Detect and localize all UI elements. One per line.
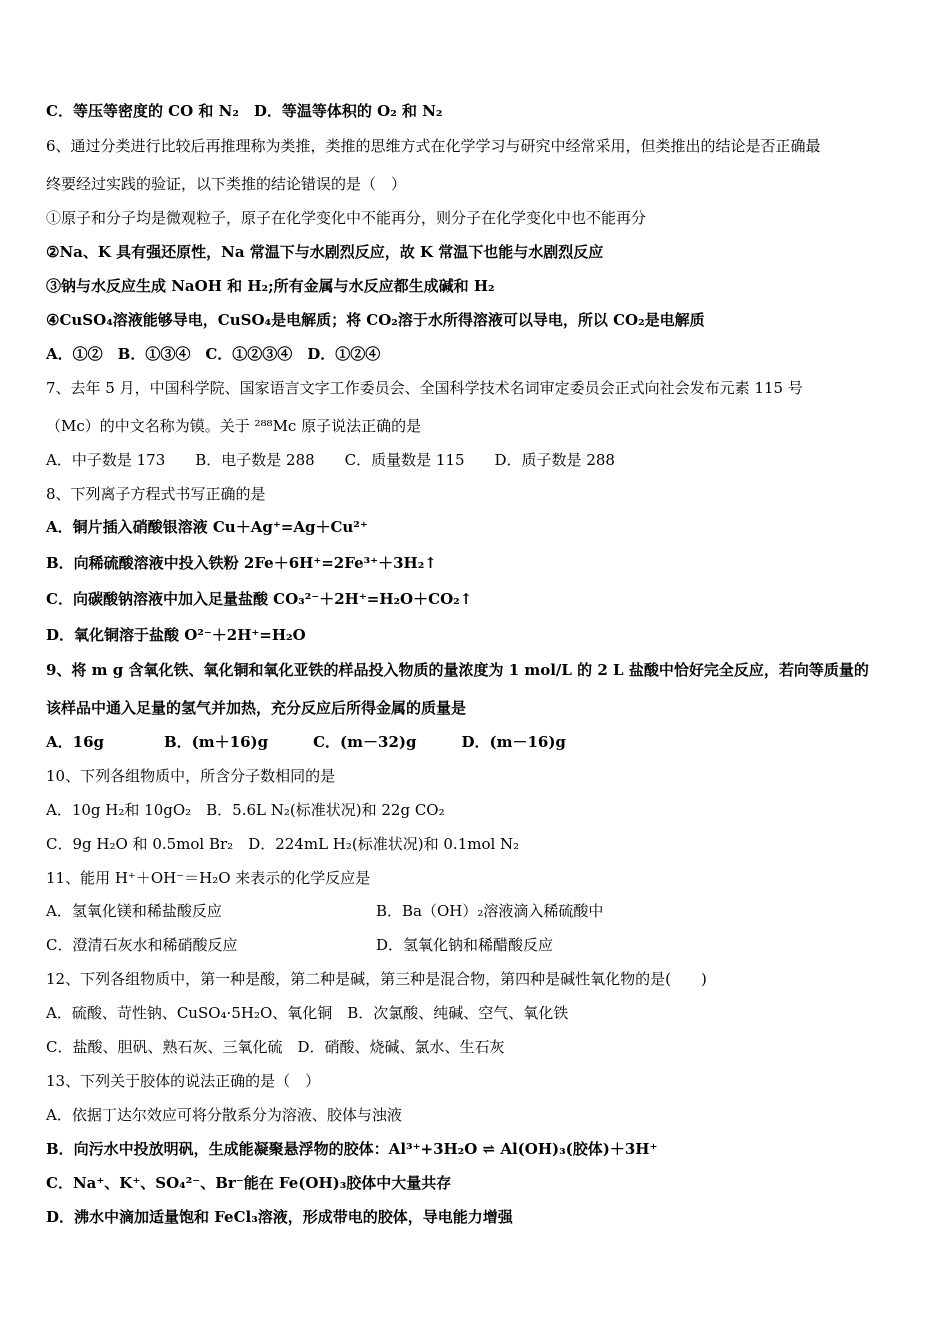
q11-option-a: A．氢氧化镁和稀盐酸反应 bbox=[46, 902, 222, 920]
q12-stem: 12、下列各组物质中，第一种是酸，第二种是碱，第三种是混合物，第四种是碱性氧化物的是( ) bbox=[46, 970, 707, 988]
q11-row1 bbox=[46, 901, 916, 921]
q11-option-c: C．澄清石灰水和稀硝酸反应 bbox=[46, 936, 238, 954]
q8-stem: 8、下列离子方程式书写正确的是 bbox=[46, 485, 266, 503]
q6-options: A．①② B．①③④ C．①②③④ D．①②④ bbox=[46, 345, 381, 363]
q7-options: A．中子数是 173 B．电子数是 288 C．质量数是 115 D．质子数是 288 bbox=[46, 451, 615, 469]
q5-options-cd: C．等压等密度的 CO 和 N₂ D．等温等体积的 O₂ 和 N₂ bbox=[46, 102, 443, 120]
q8-option-b: B．向稀硫酸溶液中投入铁粉 2Fe＋6H⁺=2Fe³⁺＋3H₂↑ bbox=[46, 554, 437, 572]
q12-options-ab: A．硫酸、苛性钠、CuSO₄·5H₂O、氧化铜 B．次氯酸、纯碱、空气、氧化铁 bbox=[46, 1004, 569, 1022]
q13-option-d: D．沸水中滴加适量饱和 FeCl₃溶液，形成带电的胶体，导电能力增强 bbox=[46, 1208, 513, 1226]
q8-option-a: A．铜片插入硝酸银溶液 Cu＋Ag⁺=Ag＋Cu²⁺ bbox=[46, 518, 368, 536]
q9-stem-line2: 该样品中通入足量的氢气并加热，充分反应后所得金属的质量是 bbox=[46, 699, 467, 717]
q8-option-d: D．氧化铜溶于盐酸 O²⁻＋2H⁺=H₂O bbox=[46, 626, 306, 644]
q7-stem-line2: （Mc）的中文名称为镆。关于 ²⁸⁸Mc 原子说法正确的是 bbox=[46, 417, 422, 435]
q9-stem-line1: 9、将 m g 含氧化铁、氧化铜和氧化亚铁的样品投入物质的量浓度为 1 mol/L 的 2 L 盐酸中恰好完全反应，若向等质量的 bbox=[46, 661, 869, 679]
q10-stem: 10、下列各组物质中，所含分子数相同的是 bbox=[46, 767, 336, 785]
q11-stem: 11、能用 H⁺＋OH⁻＝H₂O 来表示的化学反应是 bbox=[46, 869, 371, 887]
q6-statement-3: ③钠与水反应生成 NaOH 和 H₂;所有金属与水反应都生成碱和 H₂ bbox=[46, 277, 495, 295]
q6-statement-4: ④CuSO₄溶液能够导电，CuSO₄是电解质；将 CO₂溶于水所得溶液可以导电，所以 CO₂是电解质 bbox=[46, 311, 705, 329]
q6-stem-line1: 6、通过分类进行比较后再推理称为类推，类推的思维方式在化学学习与研究中经常采用，但类推出的结论是否正确最 bbox=[46, 137, 821, 155]
q13-option-b: B．向污水中投放明矾，生成能凝聚悬浮物的胶体：Al³⁺+3H₂O ⇌ Al(OH)₃(胶体)＋3H⁺ bbox=[46, 1140, 658, 1158]
q6-statement-1: ①原子和分子均是微观粒子，原子在化学变化中不能再分，则分子在化学变化中也不能再分 bbox=[46, 209, 647, 227]
q13-stem: 13、下列关于胶体的说法正确的是（ ） bbox=[46, 1072, 321, 1090]
q9-options: A．16g B．(m＋16)g C．(m－32)g D．(m－16)g bbox=[46, 733, 566, 751]
q6-stem-line2: 终要经过实践的验证，以下类推的结论错误的是（ ） bbox=[46, 175, 407, 193]
q10-options-ab: A．10g H₂和 10gO₂ B．5.6L N₂(标准状况)和 22g CO₂ bbox=[46, 801, 445, 819]
q13-option-c: C．Na⁺、K⁺、SO₄²⁻、Br⁻能在 Fe(OH)₃胶体中大量共存 bbox=[46, 1174, 452, 1192]
q13-option-a: A．依据丁达尔效应可将分散系分为溶液、胶体与浊液 bbox=[46, 1106, 402, 1124]
q12-options-cd: C．盐酸、胆矾、熟石灰、三氧化硫 D．硝酸、烧碱、氯水、生石灰 bbox=[46, 1038, 505, 1056]
q11-row2 bbox=[46, 935, 916, 955]
q7-stem-line1: 7、去年 5 月，中国科学院、国家语言文字工作委员会、全国科学技术名词审定委员会正式向社会发布元素 115 号 bbox=[46, 379, 803, 397]
q10-options-cd: C．9g H₂O 和 0.5mol Br₂ D．224mL H₂(标准状况)和 0.1mol N₂ bbox=[46, 835, 520, 853]
q11-option-d: D．氢氧化钠和稀醋酸反应 bbox=[376, 936, 554, 954]
q8-option-c: C．向碳酸钠溶液中加入足量盐酸 CO₃²⁻＋2H⁺=H₂O＋CO₂↑ bbox=[46, 590, 473, 608]
q6-statement-2: ②Na、K 具有强还原性，Na 常温下与水剧烈反应，故 K 常温下也能与水剧烈反应 bbox=[46, 243, 604, 261]
q11-option-b: B．Ba（OH）₂溶液滴入稀硫酸中 bbox=[376, 902, 604, 920]
